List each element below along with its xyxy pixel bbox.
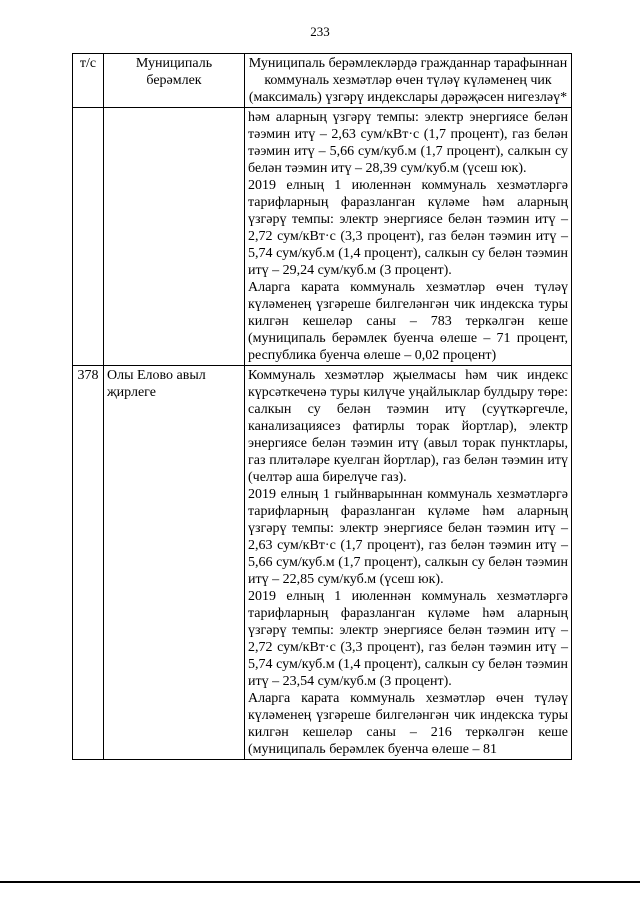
justification-paragraph: Аларга карата коммуналь хезмәтләр өчен түләү күләменең үзгәреше билгеләнгән чик индекска туры килгән кешеләр саны – 216 теркәлгән кеше (муниципаль берәмлек буенча өлеше – 81 [248, 691, 568, 757]
table-row [73, 108, 572, 366]
justification-paragraph: Коммуналь хезмәтләр җыелмасы һәм чик индекс күрсәткеченә туры килүче уңайлыклар булдыру төре: салкын су белән тәэмин итү (суүткәргечле, канализациясез фатирлы торак йортлар), электр энергиясе белән тәэмин итү (авыл торак пунктлары, газ плитәләре куелган йортлар), газ белән тәэмин итү (челтәр аша бирелүче газ). [248, 368, 568, 485]
row-municipality: Олы Елово авыл җирлеге [104, 366, 245, 760]
page-bottom-rule [0, 881, 640, 883]
page-number: 233 [310, 24, 330, 39]
row-municipality [104, 108, 245, 366]
tariff-table [72, 53, 572, 760]
header-justification: Муниципаль берәмлекләрдә гражданнар тарафыннан коммуналь хезмәтләр өчен түләү күләменең чик (максималь) үзгәрү индекслары дәрәҗәсен нигезләү* [245, 54, 572, 108]
justification-paragraph: 2019 елның 1 гыйнварыннан коммуналь хезмәтләргә тарифларның фаразланган күләме һәм аларның үзгәрү темпы: электр энергиясе белән тәэмин итү – 2,63 сум/кВт·с (1,7 процент), газ белән тәэмин итү – 5,66 сум/куб.м (1,7 процент), салкын су белән тәэмин итү – 22,85 сум/куб.м (үсеш юк). [248, 487, 568, 587]
justification-paragraph: 2019 елның 1 июленнән коммуналь хезмәтләргә тарифларның фаразланган күләме һәм аларның үзгәрү темпы: электр энергиясе белән тәэмин итү – 2,72 сум/кВт·с (3,3 процент), газ белән тәэмин итү – 5,74 сум/куб.м (1,4 процент), салкын су белән тәэмин итү – 23,54 сум/куб.м (3 процент). [248, 589, 568, 689]
justification-paragraph: Аларга карата коммуналь хезмәтләр өчен түләү күләменең үзгәреше билгеләнгән чик индекска туры килгән кешеләр саны – 783 теркәлгән кеше (муниципаль берәмлек буенча өлеше – 71 процент, республика буенча өлеше – 0,02 процент) [248, 280, 568, 363]
justification-paragraph: 2019 елның 1 июленнән коммуналь хезмәтләргә тарифларның фаразланган күләме һәм аларның үзгәрү темпы: электр энергиясе белән тәэмин итү – 2,72 сум/кВт·с (3,3 процент), газ белән тәэмин итү – 5,74 сум/куб.м (1,4 процент), салкын су белән тәэмин итү – 29,24 сум/куб.м (3 процент). [248, 178, 568, 278]
header-serial-number: т/с [73, 54, 104, 108]
justification-paragraph: һәм аларның үзгәрү темпы: электр энергиясе белән тәэмин итү – 2,63 сум/кВт·с (1,7 процент), газ белән тәэмин итү – 5,66 сум/куб.м (1,7 процент), салкын су белән тәэмин итү – 28,39 сум/куб.м (үсеш юк). [248, 110, 568, 176]
table-row [73, 366, 572, 760]
row-number [73, 108, 104, 366]
table-header-row [73, 54, 572, 108]
header-municipality: Муниципаль берәмлек [104, 54, 245, 108]
row-justification [245, 366, 572, 760]
row-number: 378 [73, 366, 104, 760]
row-justification [245, 108, 572, 366]
